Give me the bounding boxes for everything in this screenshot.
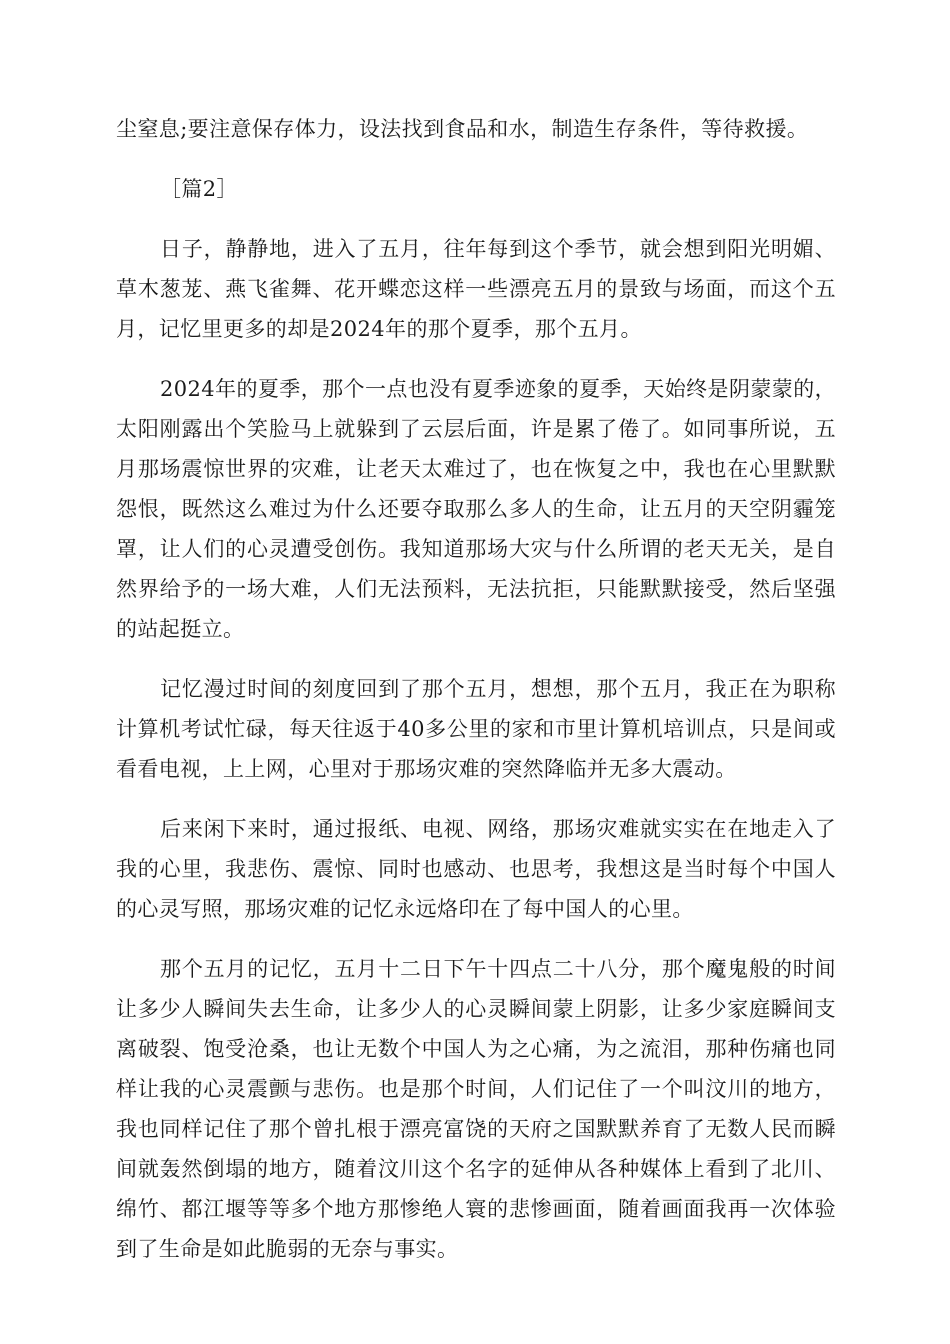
paragraph: 那个五月的记忆，五月十二日下午十四点二十八分，那个魔鬼般的时间让多少人瞬间失去生命，让多少人的心灵瞬间蒙上阴影，让多少家庭瞬间支离破裂、饱受沧桑，也让无数个中国人为之心痛，为之流泪，那种伤痛也同样让我的心灵震颤与悲伤。也是那个时间，人们记住了一个叫汶川的地方，我也同样记住了那个曾扎根于漂亮富饶的天府之国默默养育了无数人民而瞬间就轰然倒塌的地方，随着汶川这个名字的延伸从各种媒体上看到了北川、绵竹、都江堰等等多个地方那惨绝人寰的悲惨画面，随着画面我再一次体验到了生命是如此脆弱的无奈与事实。: [116, 957, 836, 1261]
section-heading: ［篇2］: [160, 177, 238, 201]
paragraph: 记忆漫过时间的刻度回到了那个五月，想想，那个五月，我正在为职称计算机考试忙碌，每天往返于40多公里的家和市里计算机培训点，只是间或看看电视，上上网，心里对于那场灾难的突然降临并无多大震动。: [116, 677, 836, 781]
document-body: [116, 109, 836, 1269]
paragraph: 后来闲下来时，通过报纸、电视、网络，那场灾难就实实在在地走入了我的心里，我悲伤、震惊、同时也感动、也思考，我想这是当时每个中国人的心灵写照，那场灾难的记忆永远烙印在了每中国人的心里。: [116, 817, 836, 921]
paragraph: 日子，静静地，进入了五月，往年每到这个季节，就会想到阳光明媚、草木葱茏、燕飞雀舞、花开蝶恋这样一些漂亮五月的景致与场面，而这个五月，记忆里更多的却是2024年的那个夏季，那个五月。: [116, 237, 836, 341]
paragraph: 2024年的夏季，那个一点也没有夏季迹象的夏季，天始终是阴蒙蒙的，太阳刚露出个笑脸马上就躲到了云层后面，许是累了倦了。如同事所说，五月那场震惊世界的灾难，让老天太难过了，也在恢复之中，我也在心里默默怨恨，既然这么难过为什么还要夺取那么多人的生命，让五月的天空阴霾笼罩，让人们的心灵遭受创伤。我知道那场大灾与什么所谓的老天无关，是自然界给予的一场大难，人们无法预料，无法抗拒，只能默默接受，然后坚强的站起挺立。: [116, 377, 836, 641]
paragraph-continuation: 尘窒息;要注意保存体力，设法找到食品和水，制造生存条件，等待救援。: [116, 117, 809, 141]
